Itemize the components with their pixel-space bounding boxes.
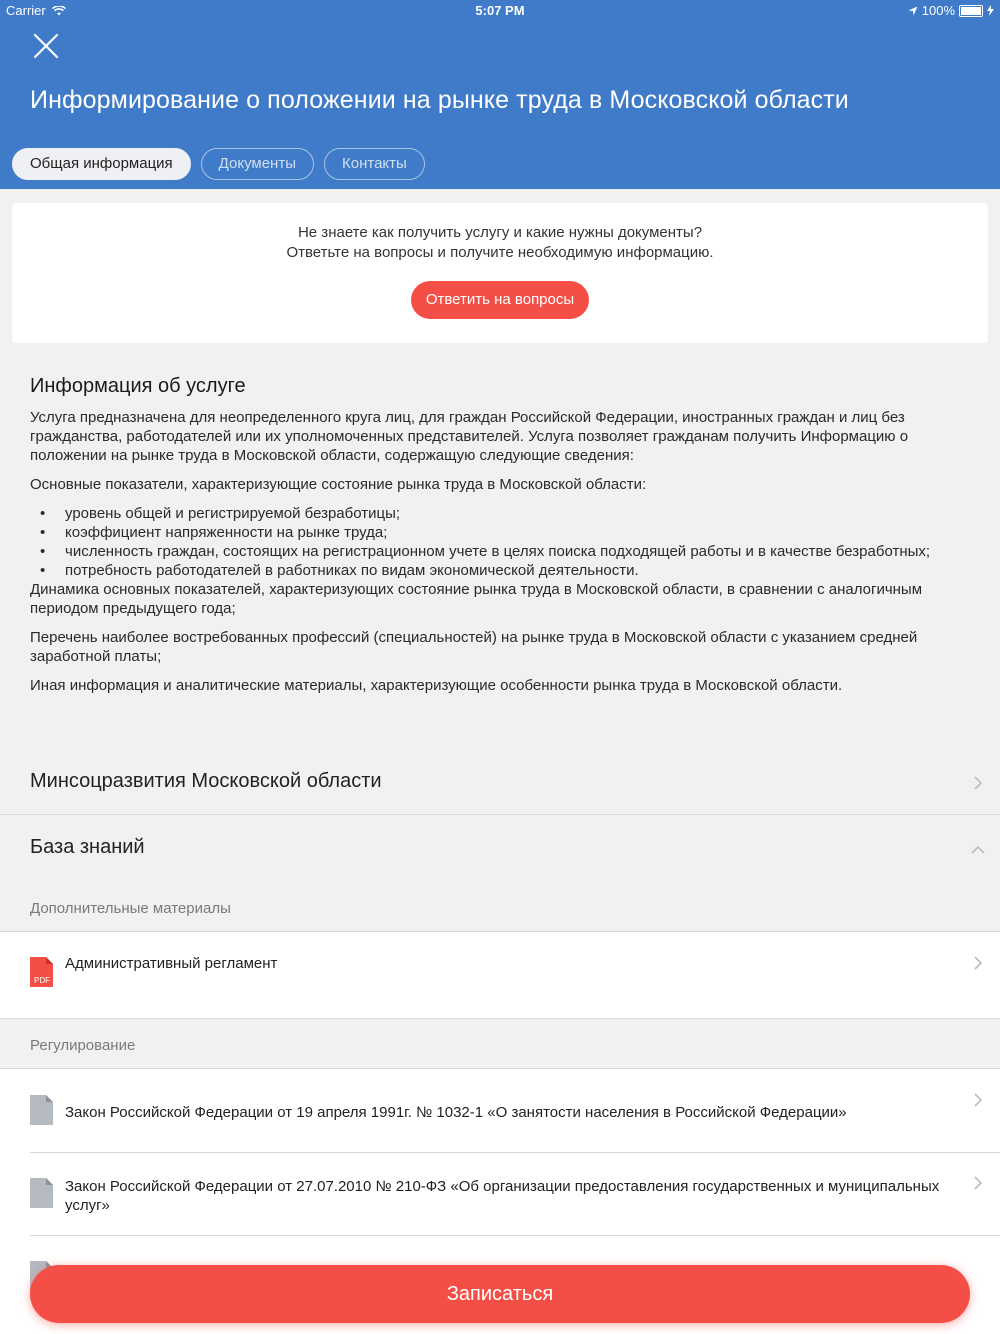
tab-bar: [12, 148, 425, 180]
document-icon: [30, 1095, 53, 1125]
additional-materials-label: Дополнительные материалы: [30, 900, 231, 917]
chevron-right-icon: [970, 775, 986, 791]
status-bar: [0, 0, 1000, 20]
knowledge-base-label: База знаний: [30, 836, 145, 858]
tab-general-info[interactable]: Общая информация: [12, 148, 191, 180]
divider: [0, 1018, 1000, 1019]
info-paragraph: Перечень наиболее востребованных профессий (специальностей) на рынке труда в Московской области с указанием средней заработной платы;: [30, 629, 918, 665]
chevron-right-icon: [970, 1092, 986, 1108]
knowledge-base-section[interactable]: [0, 816, 1000, 882]
answer-questions-button[interactable]: Ответить на вопросы: [411, 281, 589, 319]
info-paragraph: Основные показатели, характеризующие состояние рынка труда в Московской области:: [30, 476, 647, 493]
additional-materials-list: [0, 932, 1000, 1018]
list-item: • потребность работодателей в работниках по видам экономической деятельности.: [30, 561, 980, 580]
charging-bolt-icon: [987, 5, 994, 16]
document-title: Закон Российской Федерации от 27.07.2010 № 210-ФЗ «Об организации предоставления государственных и муниципальных услуг»: [65, 1178, 940, 1214]
chevron-right-icon: [970, 1175, 986, 1191]
questionnaire-prompt-line2: Ответьте на вопросы и получите необходимую информацию.: [286, 244, 714, 261]
close-button[interactable]: [30, 30, 62, 62]
list-item: • уровень общей и регистрируемой безработицы;: [30, 504, 980, 523]
battery-icon: [959, 5, 983, 17]
questionnaire-prompt: [12, 223, 988, 263]
service-info-heading: Информация об услуге: [30, 375, 246, 397]
service-info: [30, 375, 980, 705]
document-icon: [30, 1178, 53, 1208]
list-item: • коэффициент напряженности на рынке труда;: [30, 523, 980, 542]
page-title: Информирование о положении на рынке труда в Московской области: [30, 86, 849, 114]
tab-contacts[interactable]: Контакты: [324, 148, 425, 180]
status-right: [908, 3, 994, 18]
regulation-label: Регулирование: [30, 1037, 136, 1054]
divider: [0, 814, 1000, 815]
list-item[interactable]: [0, 1069, 1000, 1152]
header: [0, 0, 1000, 189]
chevron-right-icon: [970, 955, 986, 971]
chevron-up-icon: [970, 842, 986, 858]
list-item[interactable]: [0, 932, 1000, 1018]
document-title: Закон Российской Федерации от 19 апреля 1991г. № 1032-1 «О занятости населения в Российской Федерации»: [65, 1104, 847, 1121]
questionnaire-prompt-line1: Не знаете как получить услугу и какие нужны документы?: [297, 224, 703, 241]
questionnaire-card: [12, 203, 988, 343]
location-arrow-icon: [908, 6, 918, 16]
status-time: 5:07 PM: [475, 3, 525, 18]
carrier-label: Carrier: [6, 3, 46, 18]
ministry-label: Минсоцразвития Московской области: [30, 770, 382, 792]
indicators-list: [30, 504, 980, 580]
info-paragraph: Услуга предназначена для неопределенного круга лиц, для граждан Российской Федерации, иностранных граждан и лиц без гражданства, работодателей или их уполномоченных представителей. Услуга позволяет гражданам получить Информацию о положении на рынке труда в Московской области, содержащую следующие сведения:: [30, 409, 909, 464]
list-item: • численность граждан, состоящих на регистрационном учете в целях поиска подходящей работы и в качестве безработных;: [30, 542, 980, 561]
document-title: Административный регламент: [65, 955, 278, 972]
pdf-icon-label: PDF: [34, 976, 50, 985]
tab-documents[interactable]: Документы: [201, 148, 314, 180]
battery-percent: 100%: [921, 3, 955, 18]
info-paragraph: Иная информация и аналитические материалы, характеризующие особенности рынка труда в Московской области.: [30, 677, 843, 694]
info-paragraph: Динамика основных показателей, характеризующих состояние рынка труда в Московской области, в сравнении с аналогичным периодом предыдущего года;: [30, 581, 923, 617]
ministry-section[interactable]: [0, 750, 1000, 816]
book-appointment-button[interactable]: Записаться: [30, 1265, 970, 1323]
list-item[interactable]: [0, 1153, 1000, 1235]
close-icon: [30, 30, 62, 62]
